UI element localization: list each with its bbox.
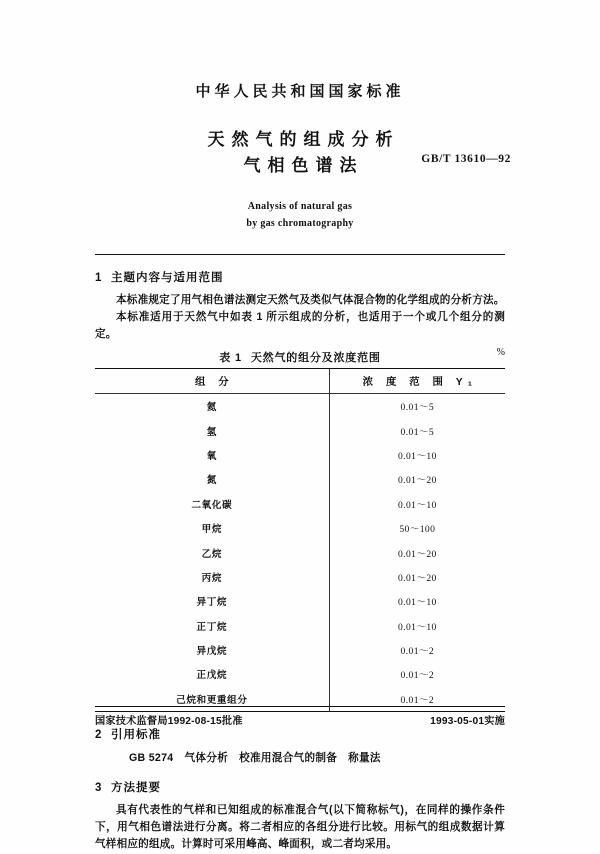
section-3 — [95, 779, 505, 853]
table-1-caption — [95, 349, 505, 365]
section-3-title: 方法提要 — [111, 782, 161, 795]
table-row — [95, 419, 505, 443]
national-standard-label: 中华人民共和国国家标准 — [195, 83, 405, 100]
section-1-heading — [95, 269, 505, 285]
cell-component: 正丁烷 — [196, 621, 228, 633]
cell-concentration: 0.01～20 — [329, 565, 505, 589]
table-row — [95, 638, 505, 662]
cell-component: 正戊烷 — [196, 670, 228, 682]
cell-concentration: 50～100 — [329, 516, 505, 540]
page-footer — [95, 706, 505, 727]
english-title-line-2: by gas chromatography — [246, 217, 354, 229]
english-title-line-1: Analysis of natural gas — [247, 200, 353, 212]
cell-component: 氢 — [206, 426, 217, 438]
approval-authority-date: 国家技术监督局1992-08-15批准 — [95, 716, 243, 727]
implementation-date: 1993-05-01实施 — [430, 716, 505, 727]
reference-standard-line — [129, 750, 505, 765]
cell-concentration: 0.01～10 — [329, 589, 505, 613]
title-block — [95, 127, 511, 180]
cell-concentration: 0.01～10 — [329, 443, 505, 467]
section-1-number: 1 — [95, 271, 103, 284]
section-2-title: 引用标准 — [111, 729, 161, 742]
cell-component: 异戊烷 — [196, 646, 228, 658]
cell-component: 氦 — [206, 402, 217, 414]
table-row — [95, 492, 505, 516]
table-row — [95, 516, 505, 540]
table-1-caption-title: 天然气的组分及浓度范围 — [250, 352, 381, 365]
section-3-heading — [95, 779, 505, 795]
table-row — [95, 443, 505, 467]
reference-code: GB 5274 — [129, 752, 174, 765]
table-row — [95, 565, 505, 589]
english-title — [95, 198, 505, 232]
cell-concentration: 0.01～20 — [329, 540, 505, 564]
composition-table — [95, 368, 505, 712]
reference-title-part-3: 称量法 — [348, 752, 381, 765]
cell-concentration: 0.01～10 — [329, 614, 505, 638]
cell-concentration: 0.01～10 — [329, 492, 505, 516]
cell-component: 二氧化碳 — [191, 499, 233, 511]
section-1-paragraph-2: 本标准适用于天然气中如表 1 所示组成的分析，也适用于一个或几个组分的测定。 — [95, 310, 505, 340]
cell-concentration: 0.01～20 — [329, 467, 505, 491]
cell-concentration: 0.01～2 — [329, 687, 505, 712]
table-row — [95, 467, 505, 491]
table-1-caption-label: 表 1 — [219, 352, 242, 365]
standard-number: GB/T 13610—92 — [421, 153, 511, 165]
footer-divider — [95, 706, 505, 707]
reference-title-part-1: 气体分析 — [184, 752, 229, 765]
section-2-number: 2 — [95, 729, 103, 742]
section-2 — [95, 726, 505, 765]
section-2-heading — [95, 726, 505, 742]
table-1-container — [95, 349, 505, 712]
section-1-paragraph-1: 本标准规定了用气相色谱法测定天然气及类似气体混合物的化学组成的分析方法。 — [116, 293, 505, 306]
section-1-title: 主题内容与适用范围 — [111, 271, 224, 284]
table-row — [95, 614, 505, 638]
cell-component: 乙烷 — [201, 548, 223, 560]
table-row — [95, 394, 505, 419]
cell-component: 甲烷 — [201, 524, 223, 536]
column-header-concentration: 浓 度 范 围 Y₁ — [329, 369, 505, 394]
column-header-component: 组 分 — [95, 369, 329, 394]
table-header — [95, 369, 505, 394]
cell-component: 己烷和更重组分 — [95, 687, 329, 712]
masthead — [95, 0, 511, 232]
section-1 — [95, 269, 505, 343]
page-title-line-1: 天然气的组成分析 — [207, 130, 400, 149]
page-title-line-2: 气相色谱法 — [243, 156, 364, 176]
cell-concentration: 0.01～2 — [329, 638, 505, 662]
table-row — [95, 540, 505, 564]
section-3-paragraph-1: 具有代表性的气样和已知组成的标准混合气(以下简称标气)，在同样的操作条件下，用气相色谱法进行分离。将二者相应的各组分进行比较。用标气的组成数据计算气样相应的组成。计算时可采用峰高、峰面积，或二者均采用。 — [95, 804, 505, 851]
reference-title-part-2: 校准用混合气的制备 — [239, 752, 338, 765]
footer-row — [95, 712, 505, 727]
table-row — [95, 662, 505, 686]
table-1-unit: % — [496, 347, 505, 359]
cell-component: 异丁烷 — [196, 597, 228, 609]
cell-component: 氮 — [206, 475, 217, 487]
cell-component: 氧 — [206, 451, 217, 463]
section-3-number: 3 — [95, 782, 103, 795]
cell-component: 丙烷 — [201, 572, 223, 584]
table-row — [95, 589, 505, 613]
table-body — [95, 394, 505, 712]
cell-concentration: 0.01～5 — [329, 394, 505, 419]
cell-concentration: 0.01～5 — [329, 419, 505, 443]
header-divider — [95, 254, 505, 255]
table-header-row — [95, 369, 505, 394]
cell-concentration: 0.01～2 — [329, 662, 505, 686]
